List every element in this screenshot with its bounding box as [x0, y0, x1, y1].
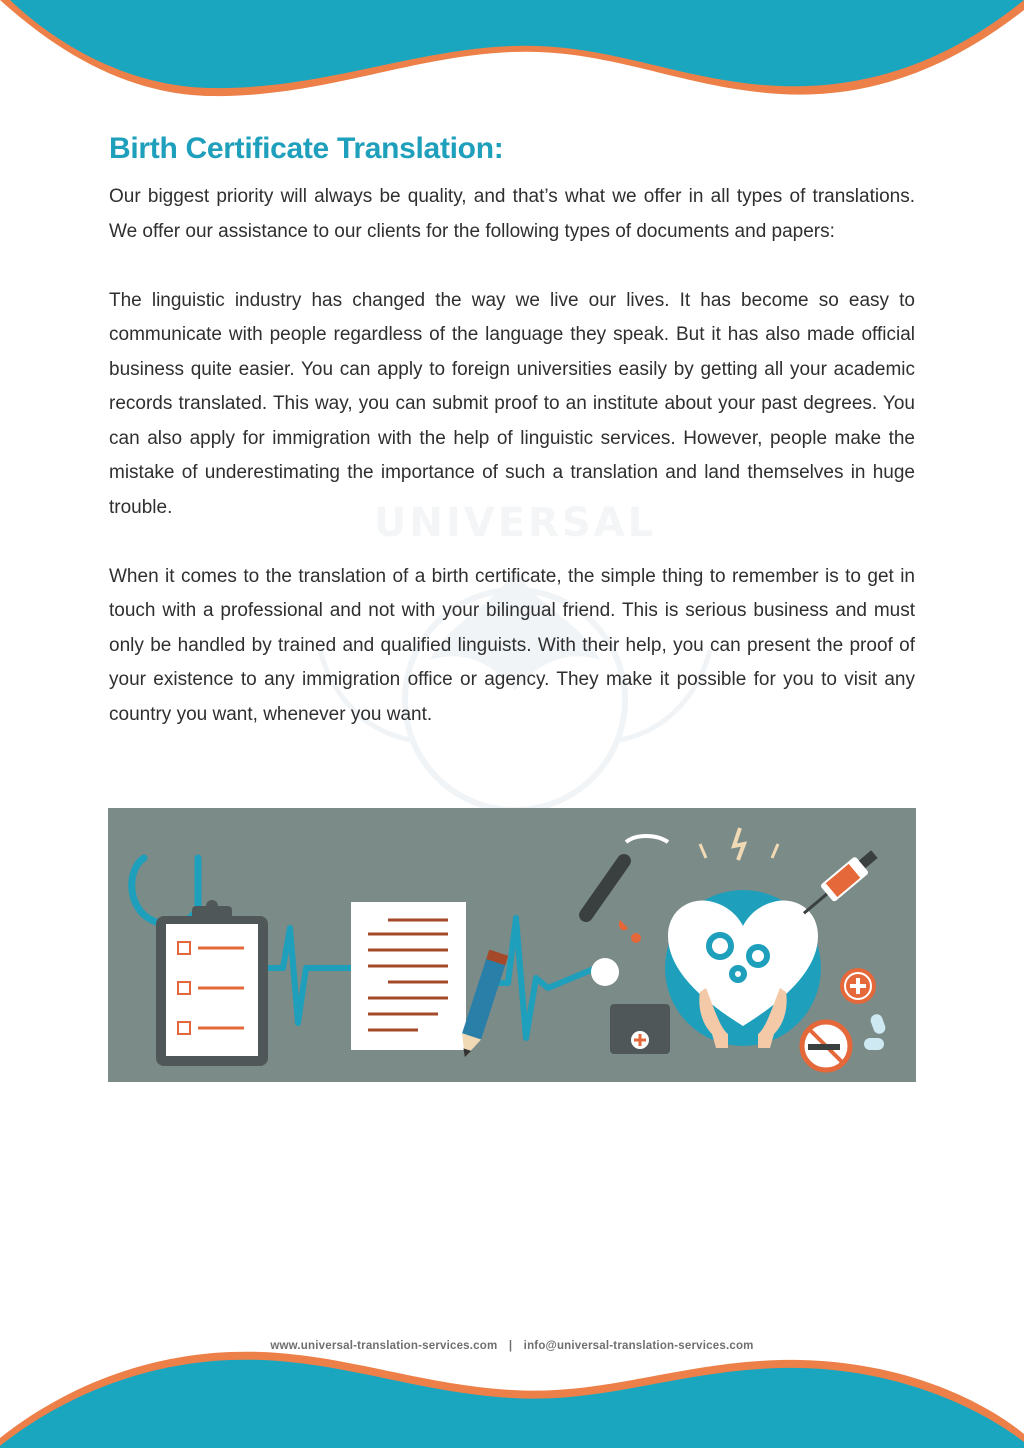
document-icon — [351, 902, 466, 1050]
top-wave-decoration — [0, 0, 1024, 110]
syringe-icon — [797, 846, 882, 922]
watermark-text: UNIVERSAL — [373, 500, 657, 546]
page-title: Birth Certificate Translation: — [109, 132, 504, 165]
clipboard-icon — [156, 900, 268, 1066]
paragraph-birth-certificate: When it comes to the translation of a birth certificate, the simple thing to remember is to get in touch with a professional and not with your bilingual friend. This is serious business and must only be handled by trained and qualified linguists. With their help, you can present the proof of your existence to any immigration office or agency. They make it possible for you to visit any country you want, whenever you want. — [109, 565, 915, 725]
paragraph-linguistic-industry: The linguistic industry has changed the way we live our lives. It has become so easy to communicate with people regardless of the language they speak. But it has also made official business quite easier. You can apply to foreign universities easily by getting all your academic records translated. This way, you can submit proof to an institute about your past degrees. You can also apply for immigration with the help of linguistic services. However, people make the mistake of underestimating the importance of such a translation and land themselves in huge trouble. — [109, 289, 915, 518]
stethoscope-icon — [132, 858, 198, 925]
bottom-wave-decoration — [0, 1338, 1024, 1448]
footer-email-link[interactable]: info@universal-translation-services.com — [523, 1340, 754, 1352]
first-aid-kit-icon — [591, 958, 670, 1054]
footer-separator: | — [508, 1340, 513, 1352]
main-content — [109, 132, 915, 732]
no-smoking-icon — [802, 1022, 850, 1070]
paragraph-intro: Our biggest priority will always be quality, and that’s what we offer in all types of translations. We offer our assistance to our clients for the following types of documents and papers: — [109, 186, 915, 242]
footer-website-link[interactable]: www.universal-translation-services.com — [270, 1340, 498, 1352]
medical-illustration — [108, 808, 916, 1082]
pills-icon — [864, 1013, 887, 1050]
medical-cross-icon — [840, 968, 876, 1004]
thermometer-icon — [576, 836, 668, 925]
